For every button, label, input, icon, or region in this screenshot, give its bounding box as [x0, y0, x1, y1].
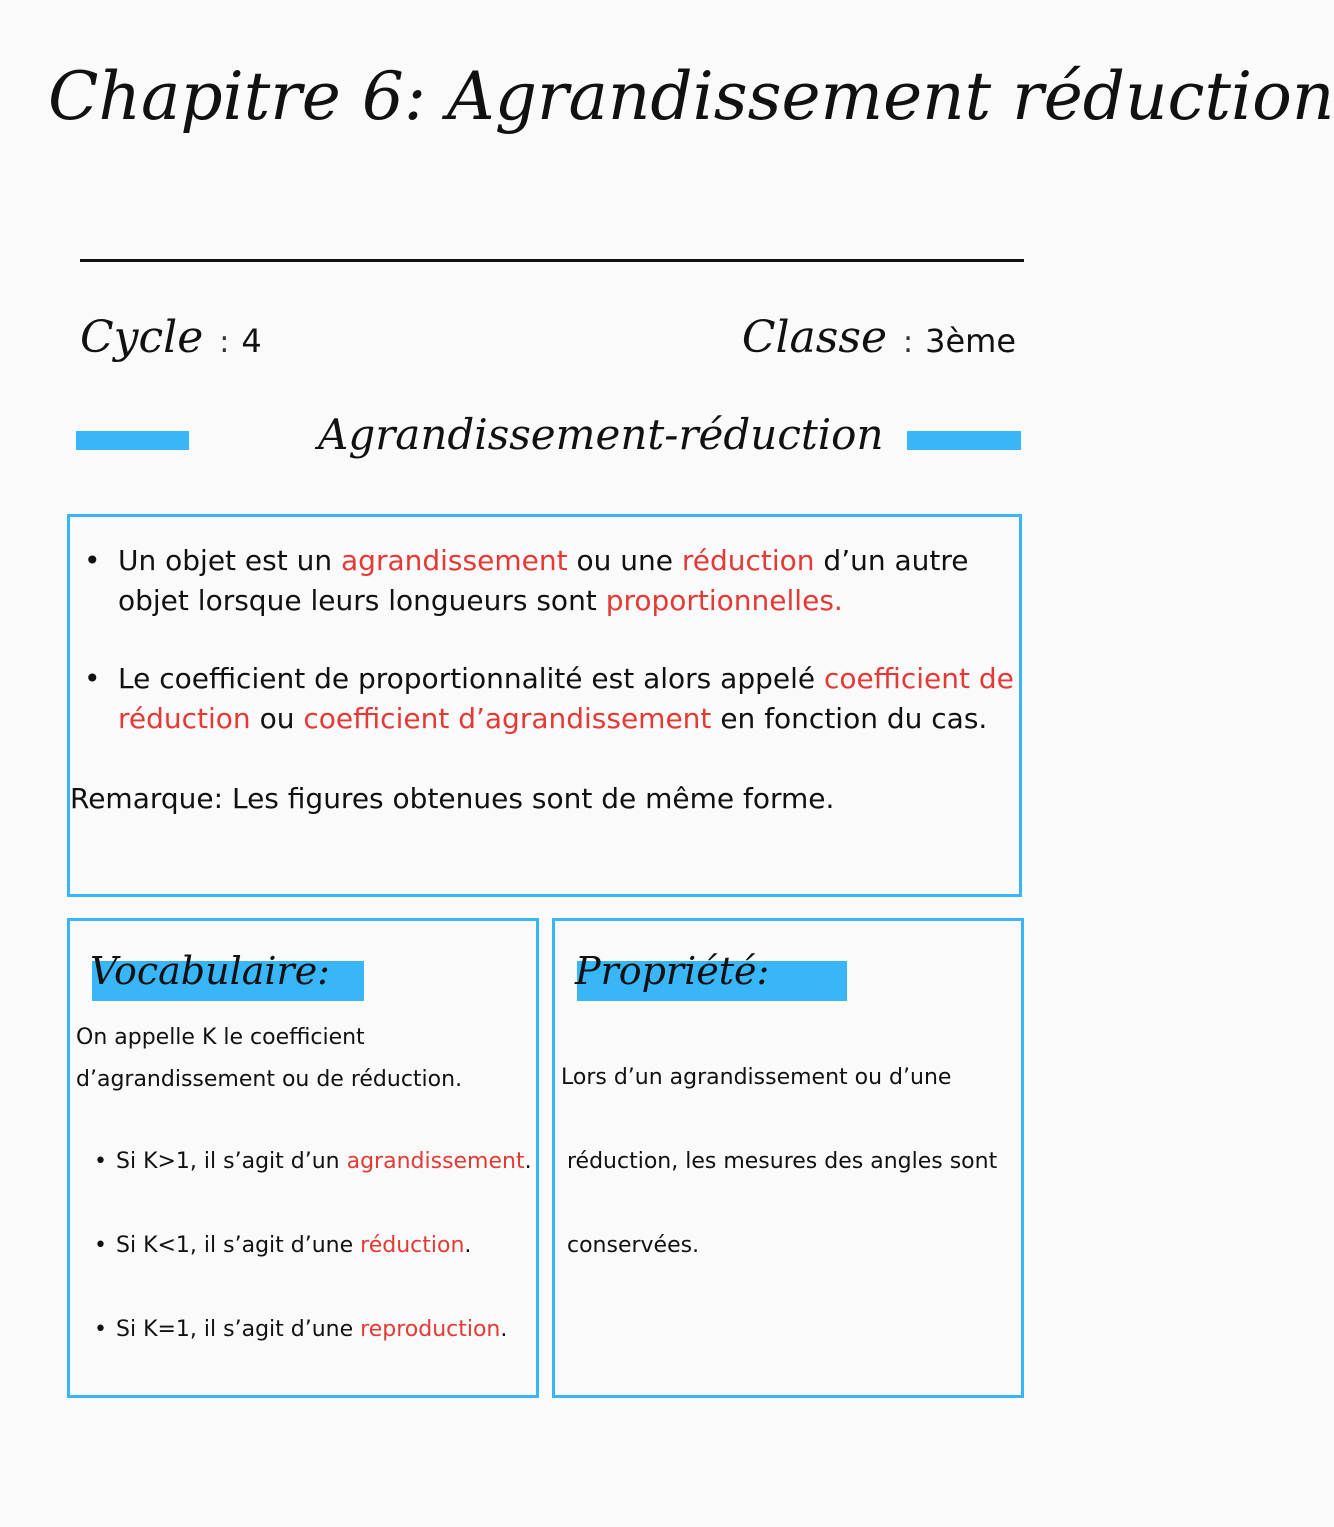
definition-bullet-2 — [118, 659, 1018, 739]
term-coef-reduction: coefficient de réduction — [118, 662, 1014, 735]
text: en fonction du cas. — [711, 702, 988, 735]
section-subtitle: Agrandissement-réduction — [318, 410, 884, 459]
classe-info — [742, 312, 1016, 363]
term-agrandissement: agrandissement — [341, 544, 568, 577]
remark: Remarque: Les figures obtenues sont de même forme. — [70, 782, 835, 815]
cycle-separator: : — [219, 325, 230, 360]
cycle-info — [80, 312, 262, 363]
text: d’un autre objet lorsque leurs longueurs sont — [118, 544, 969, 617]
left-accent-bar — [76, 431, 189, 450]
classe-value: 3ème — [925, 322, 1016, 360]
property-line-3: conservées. — [567, 1233, 700, 1258]
property-heading: Propriété: — [575, 949, 770, 993]
term-proportionnelles: proportionnelles. — [605, 584, 843, 617]
text: ou une — [567, 544, 682, 577]
vocabulary-item-reduction — [116, 1233, 471, 1258]
classe-separator: : — [902, 325, 914, 360]
text: Si K=1, il s’agit d’une — [116, 1317, 361, 1342]
property-line-1: Lors d’un agrandissement ou d’une — [561, 1065, 952, 1090]
vocabulary-item-reproduction — [116, 1317, 507, 1342]
term: agrandissement — [346, 1149, 525, 1174]
text: Un objet est un — [118, 544, 342, 577]
text: Si K>1, il s’agit d’un — [116, 1149, 347, 1174]
term-reduction: réduction — [681, 544, 815, 577]
definition-bullet-1 — [118, 541, 1018, 621]
cycle-value: 4 — [241, 322, 262, 360]
definition-box — [67, 514, 1022, 897]
text: . — [500, 1317, 508, 1342]
term-coef-agrandissement: coefficient d’agrandissement — [303, 702, 712, 735]
classe-label: Classe — [741, 312, 887, 363]
text: ou — [250, 702, 304, 735]
vocabulary-item-agrandissement — [116, 1149, 532, 1174]
vocabulary-box — [67, 918, 539, 1398]
text: Le coefficient de proportionnalité est alors appelé — [118, 662, 825, 695]
page-title: Chapitre 6: Agrandissement réduction — [48, 58, 1334, 135]
property-line-2: réduction, les mesures des angles sont — [567, 1149, 998, 1174]
term: reproduction — [360, 1317, 501, 1342]
vocabulary-intro: On appelle K le coefficient d’agrandissement ou de réduction. — [76, 1025, 463, 1092]
term: réduction — [360, 1233, 465, 1258]
text: . — [524, 1149, 532, 1174]
right-accent-bar — [907, 431, 1021, 450]
cycle-label: Cycle — [80, 312, 204, 363]
text: . — [464, 1233, 472, 1258]
text: Si K<1, il s’agit d’une — [116, 1233, 361, 1258]
vocabulary-heading: Vocabulaire: — [90, 949, 330, 993]
title-divider — [80, 259, 1024, 262]
property-box — [552, 918, 1024, 1398]
